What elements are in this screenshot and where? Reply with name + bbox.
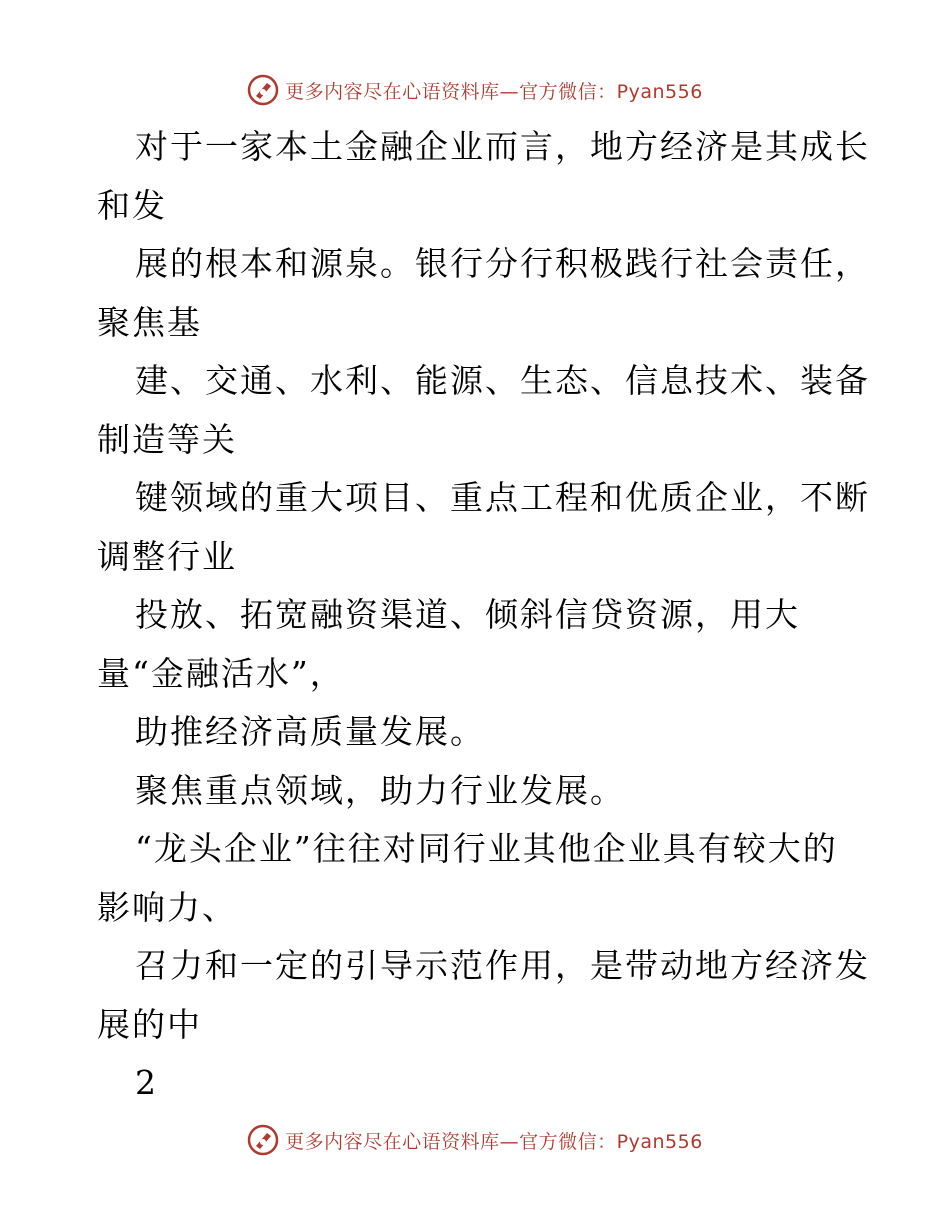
text-line: “龙头企业”往往对同行业其他企业具有较大的 xyxy=(135,829,838,868)
text-line: 键领域的重大项目、重点工程和优质企业，不断 xyxy=(135,478,870,517)
text-line: 助推经济高质量发展。 xyxy=(135,712,485,751)
document-body xyxy=(97,118,870,1113)
text-line: 展的中 xyxy=(97,1004,202,1044)
text-line: 和发 xyxy=(97,185,167,225)
watermark-text: 更多内容尽在心语资料库—官方微信：Pyan556 xyxy=(285,80,703,103)
text-line: 展的根本和源泉。银行分行积极践行社会责任， xyxy=(135,244,870,283)
text-line: 投放、拓宽融资渠道、倾斜信贷资源，用大 xyxy=(135,595,800,634)
text-line: 调整行业 xyxy=(97,536,237,576)
pen-logo-icon xyxy=(247,74,279,106)
text-line: 建、交通、水利、能源、生态、信息技术、装备 xyxy=(135,361,870,400)
text-line: 聚焦基 xyxy=(97,302,202,342)
watermark-text: 更多内容尽在心语资料库—官方微信：Pyan556 xyxy=(285,1130,703,1153)
footer-watermark xyxy=(0,1120,950,1160)
text-line: 影响力、 xyxy=(97,887,237,927)
text-line: 制造等关 xyxy=(97,419,237,459)
header-watermark xyxy=(0,70,950,110)
text-line: 对于一家本土金融企业而言，地方经济是其成长 xyxy=(135,127,870,166)
page-number: 2 xyxy=(135,1063,158,1102)
text-line: 聚焦重点领域，助力行业发展。 xyxy=(135,770,625,810)
text-line: 量“金融活水”， xyxy=(97,653,345,693)
pen-logo-icon xyxy=(247,1124,279,1156)
text-line: 召力和一定的引导示范作用，是带动地方经济发 xyxy=(135,946,870,985)
